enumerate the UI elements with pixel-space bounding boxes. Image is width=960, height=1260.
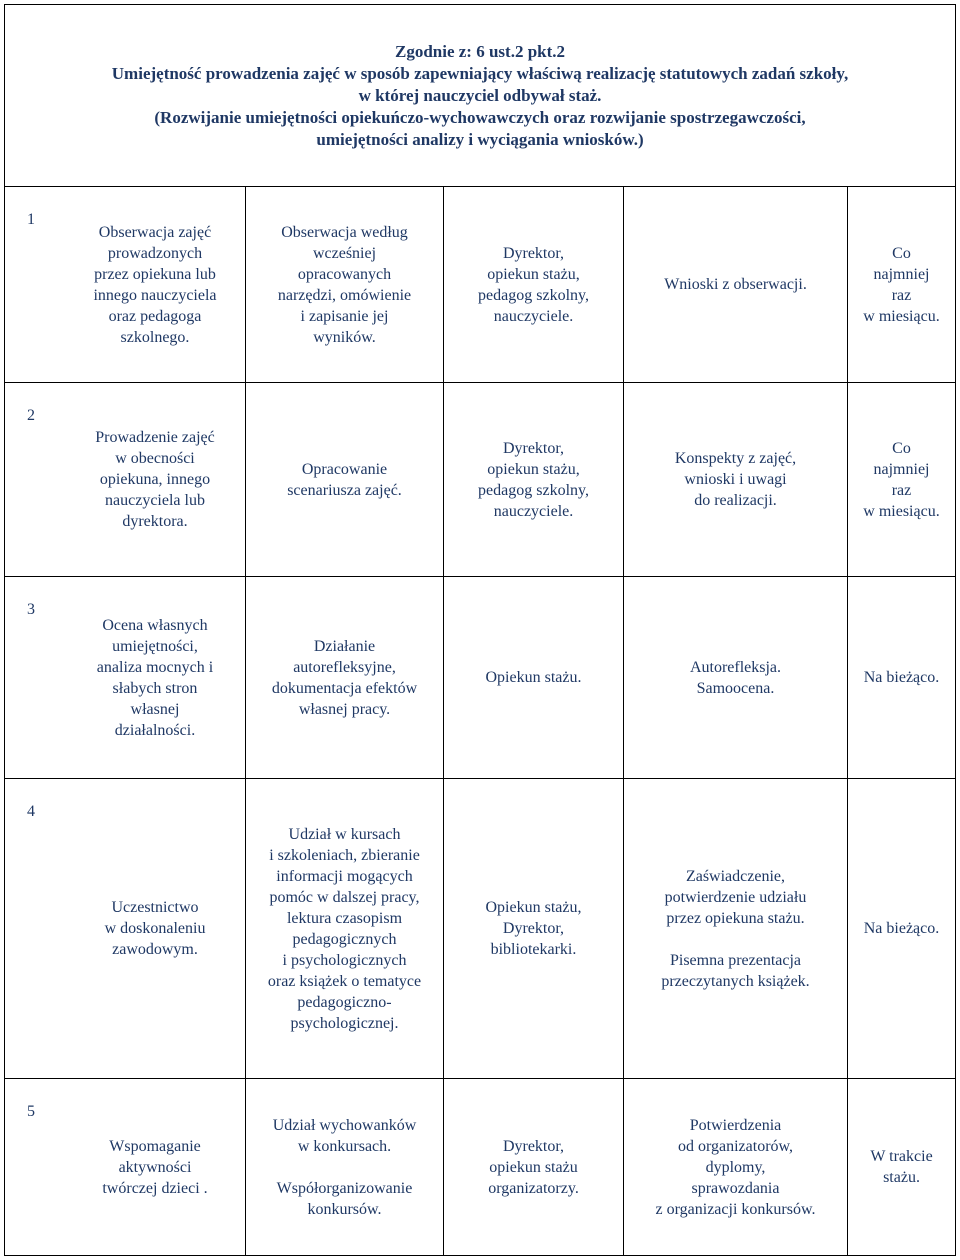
evidence-cell: Konspekty z zajęć, wnioski i uwagi do realizacji. <box>624 383 848 576</box>
task-cell: Wspomaganie aktywności twórczej dzieci . <box>65 1079 246 1255</box>
responsible-cell: Opiekun stażu. <box>444 577 624 778</box>
evidence-cell: Wnioski z obserwacji. <box>624 187 848 382</box>
deadline-cell: W trakcie stażu. <box>870 1148 933 1186</box>
header-line-4: (Rozwijanie umiejętności opiekuńczo-wychowawczych oraz rozwijanie spostrzegawczości, <box>154 108 806 127</box>
header-line-5: umiejętności analizy i wyciągania wniosków.) <box>316 130 644 149</box>
responsible-cell: Dyrektor, opiekun stażu, pedagog szkolny, nauczyciele. <box>444 383 624 576</box>
table-row <box>5 187 955 383</box>
table-row <box>5 383 955 577</box>
task-cell: Prowadzenie zajęć w obecności opiekuna, innego nauczyciela lub dyrektora. <box>65 383 246 576</box>
row-number: 3 <box>27 601 35 618</box>
header-line-3: w której nauczyciel odbywał staż. <box>358 86 602 105</box>
responsible-cell: Dyrektor, opiekun stażu organizatorzy. <box>444 1079 624 1255</box>
method-cell: Obserwacja według wcześniej opracowanych narzędzi, omówienie i zapisanie jej wyników. <box>246 187 444 382</box>
task-cell: Uczestnictwo w doskonaleniu zawodowym. <box>65 779 246 1078</box>
evidence-cell: Autorefleksja. Samoocena. <box>624 577 848 778</box>
table-row <box>5 1079 955 1255</box>
deadline-cell: Na bieżąco. <box>863 669 940 686</box>
header-line-2: Umiejętność prowadzenia zajęć w sposób zapewniający właściwą realizację statutowych zadań szkoły, <box>111 64 849 83</box>
method-cell: Działanie autorefleksyjne, dokumentacja efektów własnej pracy. <box>246 577 444 778</box>
deadline-cell: Co najmniej raz w miesiącu. <box>863 244 940 325</box>
table-header <box>5 5 955 187</box>
row-number: 5 <box>27 1103 35 1120</box>
deadline-cell: Co najmniej raz w miesiącu. <box>863 439 940 520</box>
task-cell: Ocena własnych umiejętności, analiza mocnych i słabych stron własnej działalności. <box>65 577 246 778</box>
table-row <box>5 779 955 1079</box>
method-cell: Udział wychowanków w konkursach. Współorganizowanie konkursów. <box>246 1079 444 1255</box>
method-cell: Opracowanie scenariusza zajęć. <box>246 383 444 576</box>
evidence-cell: Zaświadczenie, potwierdzenie udziału przez opiekuna stażu. Pisemna prezentacja przeczytanych książek. <box>624 779 848 1078</box>
table-row <box>5 577 955 779</box>
header-line-1: Zgodnie z: 6 ust.2 pkt.2 <box>394 42 566 61</box>
row-number: 1 <box>27 211 35 228</box>
responsible-cell: Dyrektor, opiekun stażu, pedagog szkolny, nauczyciele. <box>444 187 624 382</box>
evidence-cell: Potwierdzenia od organizatorów, dyplomy, sprawozdania z organizacji konkursów. <box>624 1079 848 1255</box>
plan-table <box>4 4 956 1256</box>
row-number: 2 <box>27 407 35 424</box>
responsible-cell: Opiekun stażu, Dyrektor, bibliotekarki. <box>444 779 624 1078</box>
row-number: 4 <box>27 803 35 820</box>
task-cell: Obserwacja zajęć prowadzonych przez opiekuna lub innego nauczyciela oraz pedagoga szkolnego. <box>65 187 246 382</box>
method-cell: Udział w kursach i szkoleniach, zbieranie informacji mogących pomóc w dalszej pracy, lektura czasopism pedagogicznych i psychologicznych oraz książek o tematyce pedagogiczno- psychologicznej. <box>246 779 444 1078</box>
deadline-cell: Na bieżąco. <box>863 920 940 937</box>
